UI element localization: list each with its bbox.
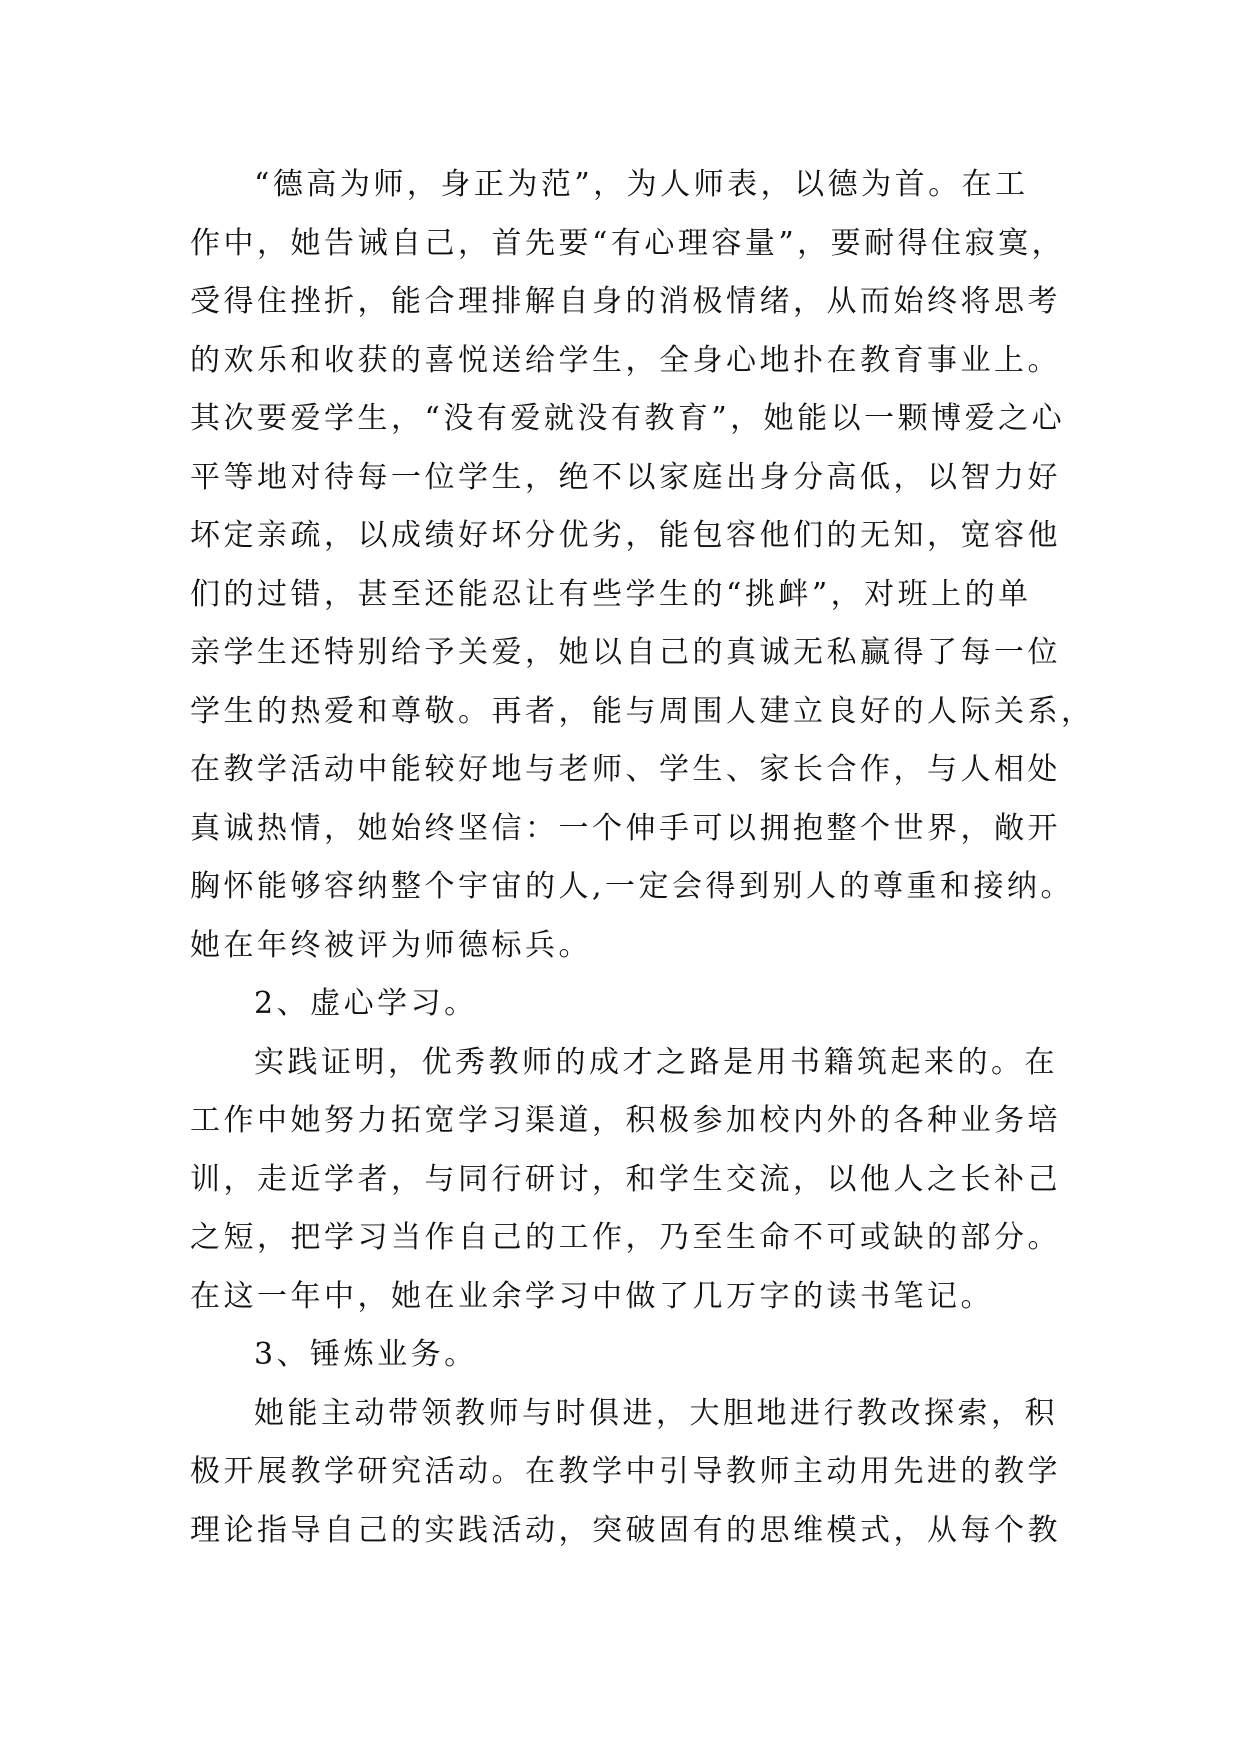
text-line: 作中，她告诫自己，首先要“有心理容量”，要耐得住寂寞， <box>190 225 1066 261</box>
text-line: 真诚热情，她始终坚信：一个伸手可以拥抱整个世界，敞开 <box>190 810 1061 846</box>
text-line: 坏定亲疏，以成绩好坏分优劣，能包容他们的无知，宽容他 <box>190 518 1061 553</box>
text-line: 平等地对待每一位学生，绝不以家庭出身分高低，以智力好 <box>190 459 1061 495</box>
text-line: 们的过错，甚至还能忍让有些学生的“挑衅”，对班上的单 <box>190 576 1032 612</box>
text-line: 工作中她努力拓宽学习渠道，积极参加校内外的各种业务培 <box>190 1103 1061 1138</box>
text-line: 亲学生还特别给予关爱，她以自己的真诚无私赢得了每一位 <box>190 635 1061 670</box>
text-line: 的欢乐和收获的喜悦送给学生，全身心地扑在教育事业上。 <box>190 342 1061 378</box>
document-body <box>190 156 1095 1560</box>
text-line: 胸怀能够容纳整个宇宙的人,一定会得到别人的尊重和接纳。 <box>190 869 1075 904</box>
text-line: 她在年终被评为师德标兵。 <box>190 927 592 963</box>
text-line: 训，走近学者，与同行研讨，和学生交流，以他人之长补己 <box>190 1161 1061 1197</box>
text-line: 2、虚心学习。 <box>254 986 478 1021</box>
text-line: 之短，把学习当作自己的工作，乃至生命不可或缺的部分。 <box>190 1220 1061 1255</box>
text-line: 在教学活动中能较好地与老师、学生、家长合作，与人相处 <box>190 752 1061 787</box>
text-line: 在这一年中，她在业余学习中做了几万字的读书笔记。 <box>190 1278 994 1314</box>
text-line: 受得住挫折，能合理排解自身的消极情绪，从而始终将思考 <box>190 284 1061 319</box>
text-line: 其次要爱学生，“没有爱就没有教育”，她能以一颗博爱之心 <box>190 401 1066 436</box>
text-line: 实践证明，优秀教师的成才之路是用书籍筑起来的。在 <box>254 1044 1058 1080</box>
text-line: 她能主动带领教师与时俱进，大胆地进行教改探索，积 <box>254 1395 1058 1431</box>
text-line: 学生的热爱和尊敬。再者，能与周围人建立良好的人际关系， <box>190 693 1095 729</box>
text-line: 3、锤炼业务。 <box>254 1337 478 1372</box>
text-line: 极开展教学研究活动。在教学中引导教师主动用先进的教学 <box>190 1454 1061 1489</box>
text-line: 理论指导自己的实践活动，突破固有的思维模式，从每个教 <box>190 1512 1061 1548</box>
text-line: “德高为师，身正为范”，为人师表，以德为首。在工 <box>254 167 1029 202</box>
